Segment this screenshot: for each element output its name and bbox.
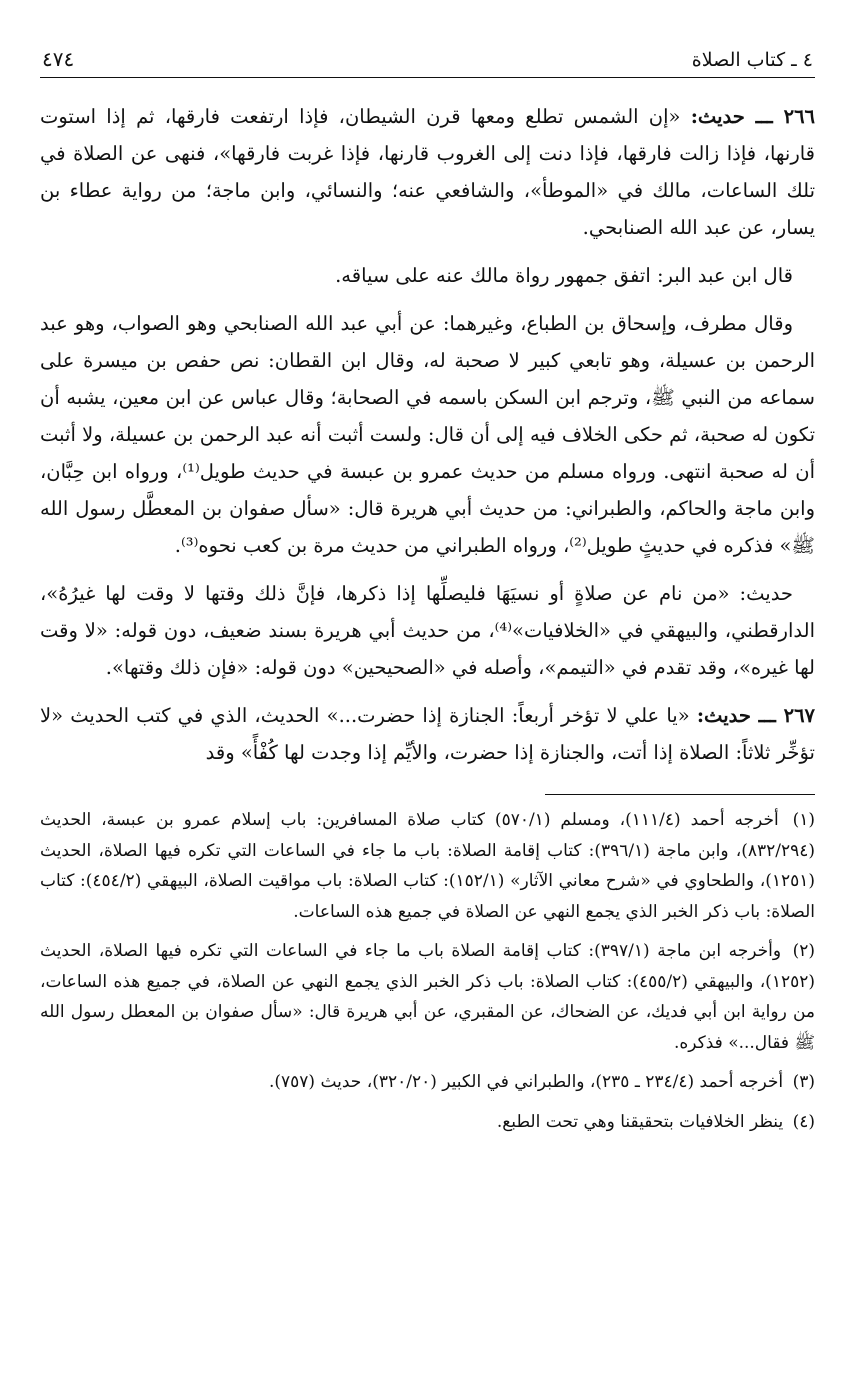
footnote-number: (١) — [792, 810, 815, 830]
hadith-number-label: ٢٦٦ ـــ حديث: — [690, 105, 816, 128]
footnote — [40, 1067, 815, 1098]
footnote-text: ينظر الخلافيات بتحقيقنا وهي تحت الطبع. — [496, 1111, 784, 1132]
footnote-number: (٣) — [792, 1072, 815, 1092]
paragraph — [40, 697, 815, 771]
paragraph — [40, 305, 815, 564]
footnote-text: أخرجه أحمد (٢٣٤/٤ ـ ٢٣٥)، والطبراني في الكبير (٣٢٠/٢٠)، حديث (٧٥٧). — [268, 1072, 784, 1092]
paragraph-text: «يا علي لا تؤخر أربعاً: الجنازة إذا حضرت...» الحديث، الذي في كتب الحديث «لا تؤخِّر ثلاثاً: الصلاة إذا أتت، والجنازة إذا حضرت، والأيِّم إذا وجدت لها كُفْأً» وقد — [40, 704, 815, 764]
footnote-text: أخرجه أحمد (١١١/٤)، ومسلم (٥٧٠/١) كتاب صلاة المسافرين: باب إسلام عمرو بن عبسة، الحديث (٨٣٢/٢٩٤)، وابن ماجة (٣٩٦/١): كتاب إقامة الصلاة: باب ما جاء في الساعات التي تكره فيها الصلاة، الحديث (١٢٥١)، والطحاوي في «شرح معاني الآثار» (١٥٢/١): كتاب الصلاة: باب مواقيت الصلاة، البيهقي (٤٥٤/٢): كتاب الصلاة: باب ذكر الخبر الذي يجمع النهي عن الصلاة في جميع هذه الساعات. — [40, 810, 815, 922]
hadith-number-label: ٢٦٧ ـــ حديث: — [696, 704, 816, 727]
chapter-title: ٤ ـ كتاب الصلاة — [691, 49, 813, 71]
footnotes — [40, 805, 815, 1137]
paragraph-text: «إن الشمس تطلع ومعها قرن الشيطان، فإذا ارتفعت فارقها، ثم إذا استوت قارنها، فإذا زالت فارقها، فإذا دنت إلى الغروب قارنها، فإذا غربت فارقها»، فنهى عن الصلاة في تلك الساعات، مالك في «الموطأ»، والشافعي عنه؛ والنسائي، وابن ماجة؛ من رواية عطاء بن يسار، عن عبد الله الصنابحي. — [40, 105, 815, 239]
footnote — [40, 805, 815, 927]
book-page — [40, 44, 815, 1146]
footnote-divider — [545, 794, 815, 795]
footnote-number: (٢) — [792, 941, 815, 961]
running-header — [40, 44, 815, 78]
footnote-number: (٤) — [792, 1111, 815, 1132]
paragraph — [40, 98, 815, 246]
page-number: ٤٧٤ — [42, 47, 75, 71]
footnote-text: وأخرجه ابن ماجة (٣٩٧/١): كتاب إقامة الصلاة باب ما جاء في الساعات التي تكره فيها الصلاة، الحديث (١٢٥٢)، والبيهقي (٤٥٥/٢): كتاب الصلاة: باب ذكر الخبر الذي يجمع النهي عن الصلاة، في جميع هذه الساعات، من رواية ابن أبي فديك، عن الضحاك، عن المقبري، عن أبي هريرة قال: «سأل صفوان بن المعطل رسول الله ﷺ فقال...» فذكره. — [40, 941, 815, 1053]
footnote — [40, 936, 815, 1058]
paragraph-text: حديث: «من نام عن صلاةٍ أو نسيَهَا فليصلِّها إذا ذكرها، فإنَّ ذلك وقتها لا وقت لها غيرُهُ»، الدارقطني، والبيهقي في «الخلافيات»⁽⁴⁾، من حديث أبي هريرة بسند ضعيف، دون قوله: «لا وقت لها غيره»، وقد تقدم في «التيمم»، وأصله في «الصحيحين» دون قوله: «فإن ذلك وقتها». — [40, 582, 815, 679]
paragraph-text: وقال مطرف، وإسحاق بن الطباع، وغيرهما: عن أبي عبد الله الصنابحي وهو الصواب، وهو عبد الرحمن بن عسيلة، وهو تابعي كبير لا صحبة له، وقال ابن القطان: نص حفص بن ميسرة على سماعه من النبي ﷺ، وترجم ابن السكن باسمه في الصحابة؛ وقال عباس عن ابن معين، يشبه أن تكون له صحبة، ثم حكى الخلاف فيه إلى أن قال: ولست أثبت أنه عبد الرحمن بن عسيلة، ولا أثبت أن له صحبة انتهى. ورواه مسلم من حديث عمرو بن عبسة في حديث طويل⁽¹⁾، ورواه ابن حِبَّان، وابن ماجة والحاكم، والطبراني: من حديث أبي هريرة قال: «سأل صفوان بن المعطَّل رسول الله ﷺ» فذكره في حديثٍ طويل⁽²⁾، ورواه الطبراني من حديث مرة بن كعب نحوه⁽³⁾. — [40, 312, 815, 557]
main-text — [40, 98, 815, 771]
paragraph — [40, 257, 815, 294]
paragraph-text: قال ابن عبد البر: اتفق جمهور رواة مالك عنه على سياقه. — [335, 264, 793, 287]
paragraph — [40, 575, 815, 686]
footnote — [40, 1107, 815, 1138]
